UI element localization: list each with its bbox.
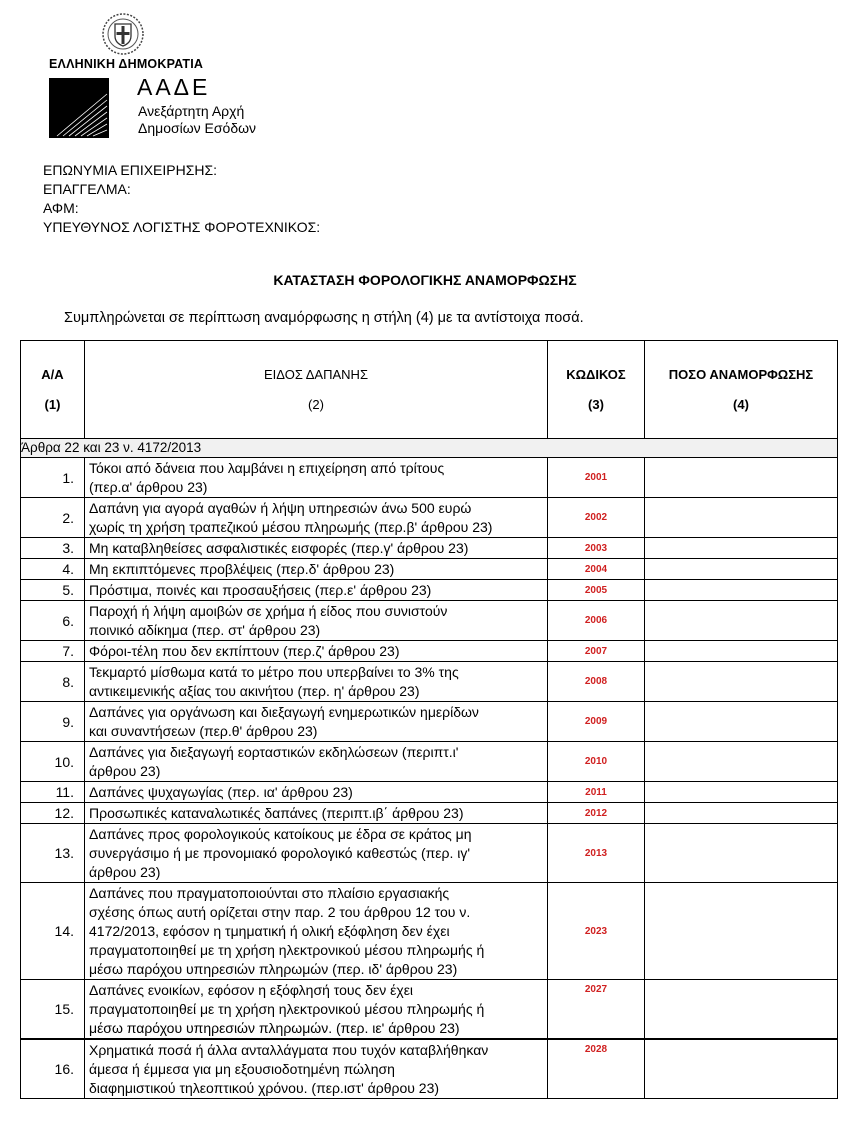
expense-description [85,538,548,559]
instruction-text: Συμπληρώνεται σε περίπτωση αναμόρφωσης η στήλη (4) με τα αντίστοιχα ποσά. [64,310,584,326]
expense-description-line: συνεργάσιμο ή με προνομιακό φορολογικό καθεστώς (περ. ιγ' [89,845,471,861]
table-row [21,662,838,702]
expense-code: 2007 [548,641,645,662]
section-row [21,439,838,458]
expense-description-line: αντικειμενικής αξίας του ακινήτου (περ. η' άρθρου 23) [89,683,420,699]
table-row [21,782,838,803]
row-number: 3. [21,538,85,559]
expense-code: 2009 [548,702,645,742]
expense-description-line: Δαπάνες ψυχαγωγίας (περ. ια' άρθρου 23) [89,784,353,800]
expense-description [85,498,548,538]
table-row [21,824,838,883]
expense-description-line: Δαπάνες για διεξαγωγή εορταστικών εκδηλώσεων (περιπτ.ι' [89,744,459,760]
expense-code: 2010 [548,742,645,782]
agency-name-line1: Ανεξάρτητη Αρχή [138,103,245,119]
expense-description [85,641,548,662]
table-row [21,742,838,782]
adjustment-amount-cell[interactable] [645,662,838,702]
expense-description-line: (περ.α' άρθρου 23) [89,479,208,495]
profession-label: ΕΠΑΓΓΕΛΜΑ: [43,181,131,197]
expense-description [85,824,548,883]
expense-code: 2011 [548,782,645,803]
aade-logo-icon [49,78,109,138]
adjustment-amount-cell[interactable] [645,538,838,559]
expense-description-line: Μη καταβληθείσες ασφαλιστικές εισφορές (περ.γ' άρθρου 23) [89,540,469,556]
company-info-fields [43,161,320,237]
expense-description-line: διαφημιστικού τηλεοπτικού χρόνου. (περ.ιστ' άρθρου 23) [89,1080,440,1096]
agency-name [138,103,256,137]
expense-description-line: Δαπάνες για οργάνωση και διεξαγωγή ενημερωτικών ημερίδων [89,704,479,720]
table-row [21,538,838,559]
adjustment-amount-cell[interactable] [645,702,838,742]
expense-description [85,1039,548,1099]
adjustment-amount-cell[interactable] [645,803,838,824]
expense-description-line: Δαπάνες που πραγματοποιούνται στο πλαίσιο εργασιακής [89,885,450,901]
expense-description-line: Μη εκπιπτόμενες προβλέψεις (περ.δ' άρθρου 23) [89,561,395,577]
row-number: 1. [21,458,85,498]
government-name: ΕΛΛΗΝΙΚΗ ΔΗΜΟΚΡΑΤΙΑ [49,57,204,71]
table-row [21,498,838,538]
expense-description-line: Τόκοι από δάνεια που λαμβάνει η επιχείρηση από τρίτους [89,460,445,476]
expense-code: 2002 [548,498,645,538]
adjustment-amount-cell[interactable] [645,580,838,601]
row-number: 8. [21,662,85,702]
expense-description-line: σχέσης όπως αυτή ορίζεται στην παρ. 2 του άρθρου 12 του ν. [89,904,471,920]
row-number: 15. [21,980,85,1040]
expense-description-line: άμεσα ή έμμεσα για μη εξουσιοδοτημένη πώληση [89,1061,395,1077]
expense-description-line: Τεκμαρτό μίσθωμα κατά το μέτρο που υπερβαίνει το 3% της [89,664,459,680]
col-header-adjustment-amount: ΠΟΣΟ ΑΝΑΜΟΡΦΩΣΗΣ (4) [645,341,838,439]
expense-description [85,662,548,702]
adjustment-amount-cell[interactable] [645,742,838,782]
row-number: 12. [21,803,85,824]
row-number: 4. [21,559,85,580]
row-number: 11. [21,782,85,803]
expense-description-line: Χρηματικά ποσά ή άλλα ανταλλάγματα που τυχόν καταβλήθηκαν [89,1042,489,1058]
table-row [21,1039,838,1099]
expense-description-line: Δαπάνες προς φορολογικούς κατοίκους με έδρα σε κράτος μη [89,826,472,842]
expense-code: 2004 [548,559,645,580]
expense-code: 2027 [548,980,645,1040]
expense-code: 2028 [548,1039,645,1099]
document-title: ΚΑΤΑΣΤΑΣΗ ΦΟΡΟΛΟΓΙΚΗΣ ΑΝΑΜΟΡΦΩΣΗΣ [273,272,577,288]
col-header-code: ΚΩΔΙΚΟΣ (3) [548,341,645,439]
expense-description-line: χωρίς τη χρήση τραπεζικού μέσου πληρωμής (περ.β' άρθρου 23) [89,519,493,535]
table-row [21,641,838,662]
accountant-label: ΥΠΕΥΘΥΝΟΣ ΛΟΓΙΣΤΗΣ ΦΟΡΟΤΕΧΝΙΚΟΣ: [43,219,321,235]
adjustment-amount-cell[interactable] [645,824,838,883]
expense-code: 2005 [548,580,645,601]
expense-code: 2001 [548,458,645,498]
table-row [21,458,838,498]
expense-description-line: Δαπάνη για αγορά αγαθών ή λήψη υπηρεσιών άνω 500 ευρώ [89,500,472,516]
expense-description [85,980,548,1040]
row-number: 16. [21,1039,85,1099]
adjustment-amount-cell[interactable] [645,601,838,641]
expense-code: 2012 [548,803,645,824]
expense-description [85,742,548,782]
expense-description-line: πραγματοποιηθεί με τη χρήση ηλεκτρονικού μέσου πληρωμής ή [89,942,485,958]
coat-of-arms-emblem [101,12,145,56]
expense-code: 2003 [548,538,645,559]
agency-acronym: ΑΑΔΕ [137,74,211,100]
expense-description [85,883,548,980]
table-header-row [21,341,838,439]
expense-description [85,580,548,601]
table-row [21,601,838,641]
row-number: 13. [21,824,85,883]
expense-description-line: μέσω παρόχου υπηρεσιών πληρωμών. (περ. ιε' άρθρου 23) [89,1020,460,1036]
expense-description-line: 4172/2013, εφόσον η τμηματική ή ολική εξόφληση δεν έχει [89,923,450,939]
adjustment-amount-cell[interactable] [645,559,838,580]
section-label: Άρθρα 22 και 23 ν. 4172/2013 [21,439,838,458]
table-row [21,883,838,980]
adjustment-amount-cell[interactable] [645,498,838,538]
adjustment-amount-cell[interactable] [645,980,838,1040]
expense-description-line: Φόροι-τέλη που δεν εκπίπτουν (περ.ζ' άρθρου 23) [89,643,400,659]
col-header-aa: Α/Α (1) [21,341,85,439]
row-number: 2. [21,498,85,538]
tax-adjustment-table [20,340,838,1099]
company-name-label: ΕΠΩΝΥΜΙΑ ΕΠΙΧΕΙΡΗΣΗΣ: [43,162,218,178]
row-number: 10. [21,742,85,782]
expense-code: 2006 [548,601,645,641]
row-number: 7. [21,641,85,662]
adjustment-amount-cell[interactable] [645,641,838,662]
row-number: 14. [21,883,85,980]
expense-description [85,702,548,742]
adjustment-amount-cell[interactable] [645,1039,838,1099]
adjustment-amount-cell[interactable] [645,782,838,803]
table-row [21,803,838,824]
expense-description-line: Προσωπικές καταναλωτικές δαπάνες (περιπτ.ιβ΄ άρθρου 23) [89,805,464,821]
expense-description [85,803,548,824]
expense-description-line: και συναντήσεων (περ.θ' άρθρου 23) [89,723,318,739]
expense-description-line: πραγματοποιηθεί με τη χρήση ηλεκτρονικού μέσου πληρωμής ή [89,1001,485,1017]
expense-description-line: μέσω παρόχου υπηρεσιών πληρωμών (περ. ιδ' άρθρου 23) [89,961,458,977]
expense-description [85,782,548,803]
row-number: 6. [21,601,85,641]
expense-code: 2013 [548,824,645,883]
table-row [21,559,838,580]
row-number: 5. [21,580,85,601]
expense-description [85,559,548,580]
expense-description-line: ποινικό αδίκημα (περ. στ' άρθρου 23) [89,622,321,638]
table-row [21,702,838,742]
adjustment-amount-cell[interactable] [645,458,838,498]
table-row [21,580,838,601]
table-row [21,980,838,1040]
expense-description-line: άρθρου 23) [89,763,161,779]
expense-code: 2023 [548,883,645,980]
expense-description [85,601,548,641]
expense-description-line: άρθρου 23) [89,864,161,880]
row-number: 9. [21,702,85,742]
expense-description [85,458,548,498]
tax-id-label: ΑΦΜ: [43,200,79,216]
expense-code: 2008 [548,662,645,702]
adjustment-amount-cell[interactable] [645,883,838,980]
expense-description-line: Δαπάνες ενοικίων, εφόσον η εξόφλησή τους δεν έχει [89,982,414,998]
agency-name-line2: Δημοσίων Εσόδων [138,120,257,136]
expense-description-line: Παροχή ή λήψη αμοιβών σε χρήμα ή είδος που συνιστούν [89,603,448,619]
col-header-expense-type: ΕΙΔΟΣ ΔΑΠΑΝΗΣ (2) [85,341,548,439]
expense-description-line: Πρόστιμα, ποινές και προσαυξήσεις (περ.ε' άρθρου 23) [89,582,432,598]
